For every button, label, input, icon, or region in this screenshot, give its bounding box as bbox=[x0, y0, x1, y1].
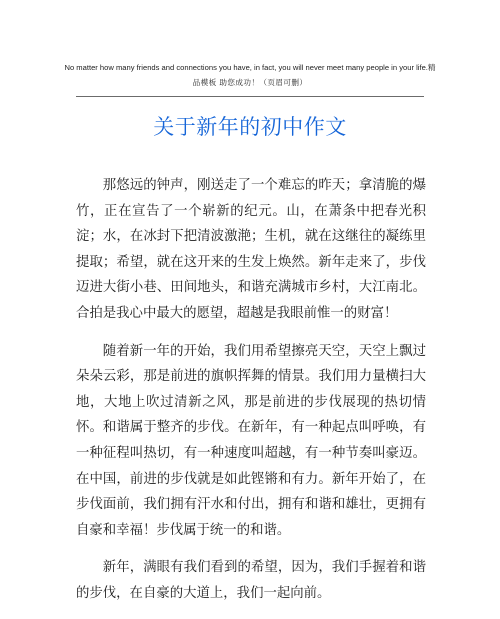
page-header bbox=[60, 62, 440, 89]
header-quote: No matter how many friends and connections you have, in fact, you will never meet many people in your life.精 bbox=[64, 63, 436, 72]
paragraph-2: 随着新一年的开始，我们用希望擦亮天空，天空上飘过朵朵云彩，那是前进的旗帜挥舞的情景。我们用力量横扫大地，大地上吹过清新之风，那是前进的步伐展现的热切情怀。和谐属于整齐的步伐。在新年，有一种起点叫呼唤，有一种征程叫热切，有一种速度叫超越，有一种节奏叫豪迈。在中国，前进的步伐就是如此铿锵和有力。新年开始了，在步伐面前，我们拥有汗水和付出，拥有和谐和雄壮，更拥有自豪和幸福！步伐属于统一的和谐。 bbox=[76, 343, 426, 538]
header-subline: 品模板 助您成功！（页眉可删） bbox=[192, 78, 308, 87]
document-body bbox=[76, 173, 426, 619]
header-divider bbox=[76, 96, 424, 97]
paragraph-1: 那悠远的钟声，刚送走了一个难忘的昨天；拿清脆的爆竹，正在宣告了一个崭新的纪元。山，在萧条中把春光积淀；水，在冰封下把清波激滟；生机，就在这继往的凝练里提取；希望，就在这开来的生发上焕然。新年走来了，步伐迈进大街小巷、田间地头，和谐充满城市乡村，大江南北。合拍是我心中最大的愿望，超越是我眼前惟一的财富！ bbox=[76, 178, 426, 321]
document-title: 关于新年的初中作文 bbox=[153, 115, 347, 139]
paragraph-3: 新年，满眼有我们看到的希望，因为，我们手握着和谐的步伐，在自豪的大道上，我们一起向前。 bbox=[76, 560, 426, 601]
